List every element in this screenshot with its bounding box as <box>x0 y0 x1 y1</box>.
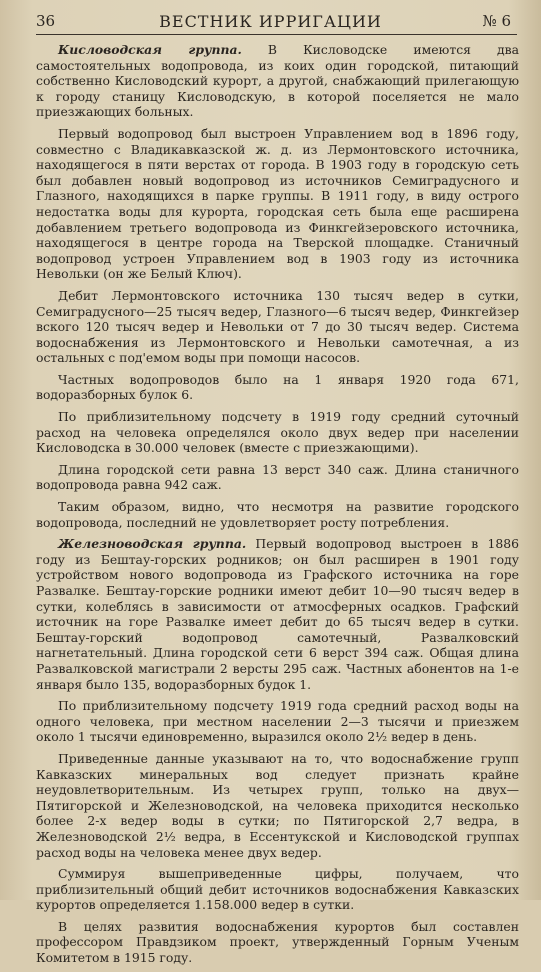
paragraph-text: Частных водопроводов было на 1 января 1920 года 671, водоразборных булок 6. <box>36 371 519 403</box>
paragraph <box>36 126 519 282</box>
issue-number: № 6 <box>482 12 511 30</box>
paragraph <box>36 751 519 860</box>
paragraph <box>36 866 519 913</box>
paragraph-text: По приблизительному подсчету 1919 года средний расход воды на одного человека, при местном населении 2—3 тысячи и приезжем около 1 тысячи единовременно, выразился около 2½ ведер в день. <box>36 698 519 745</box>
header-rule <box>36 34 517 35</box>
paragraph-text: По приблизительному подсчету в 1919 году средний суточный расход на человека определялся около двух ведер при населении Кисловодска в 30.000 человек (вместе с приезжающими). <box>36 409 519 456</box>
page-number: 36 <box>36 12 56 30</box>
page-header <box>0 12 541 36</box>
article-body <box>36 42 519 972</box>
section-heading-zheleznovodsk: Железноводская группа. <box>58 536 247 552</box>
paragraph-text: Первый водопровод был выстроен Управлением вод в 1896 году, совместно с Владикавказской ж. д. из Лермонтовского источника, находящегося в пяти верстах от города. В 1903 году в городскую сеть был добавлен новый водопровод из источников Семиградусного и Глазного, находящихся в парке группы. В 1911 году, в виду острого недостатка воды для курорта, городская сеть была еще расширена добавлением третьего водопровода из Финкгейзеровского источника, находящегося в центре города на Тверской площадке. Станичный водопровод устроен Управлением вод в 1903 году из источника Невольки (он же Белый Ключ). <box>36 125 519 282</box>
paragraph-text: В целях развития водоснабжения курортов был составлен профессором Правдзиком проект, утвержденный Горным Ученым Комитетом в 1915 году. <box>36 918 519 966</box>
paragraph-text: Длина городской сети равна 13 верст 340 саж. Длина станичного водопровода равна 942 саж. <box>36 461 519 493</box>
journal-title: ВЕСТНИК ИРРИГАЦИИ <box>159 12 382 31</box>
paragraph <box>36 536 519 692</box>
paragraph <box>36 409 519 456</box>
paragraph <box>36 919 519 966</box>
paragraph <box>36 288 519 366</box>
paragraph-text: Приведенные данные указывают на то, что водоснабжение групп Кавказских минеральных вод следует признать крайне неудовлетворительным. Из четырех групп, только на двух—Пятигорской и Железноводской, на человека приходится несколько более 2-х ведер воды в сутки; по Пятигорской 2,7 ведра, в Железноводской 2½ ведра, в Ессентукской и Кисловодской группах расход воды на человека менее двух ведер. <box>36 750 519 860</box>
paragraph-text: В Кисловодске имеются два самостоятельных водопровода, из коих один городской, питающий собственно Кисловодский курорт, а другой, снабжающий прилегающую к городу станицу Кисловодскую, в которой поселяется не мало приезжающих больных. <box>36 42 519 120</box>
paragraph-text: Таким образом, видно, что несмотря на развитие городского водопровода, последний не удовлетворяет росту потребления. <box>36 499 519 530</box>
paragraph-text: Дебит Лермонтовского источника 130 тысяч ведер в сутки, Семиградусного—25 тысяч ведер, Глазного—6 тысяч ведер, Финкгейзер вского 120 тысяч ведер и Невольки от 7 до 30 тысяч ведер. Система водоснабжения из Лермонтовского и Невольки самотечная, а из остальных с под'емом воды при помощи насосов. <box>36 287 519 366</box>
paragraph-text: Первый водопровод выстроен в 1886 году из Бештау-горских родников; он был расширен в 1901 году устройством нового водопровода из Графского источника на горе Развалке. Бештау-горские родники имеют дебит 10—90 тысяч ведер в сутки, колеблясь в зависимости от атмосферных осадков. Графский источник на горе Развалке имеет дебит до 65 тысяч ведер в сутки. Бештау-горский водопровод самотечный, Развалковский нагнетательный. Длина городской сети 6 верст 394 саж. Общая длина Развалковской магистрали 2 версты 295 саж. Частных абонентов на 1-е января было 135, водоразборных будок 1. <box>36 536 519 692</box>
paragraph <box>36 698 519 745</box>
paragraph <box>36 42 519 120</box>
paragraph-text: Суммируя вышеприведенные цифры, получаем, что приблизительный общий дебит источников водоснабжения Кавказских курортов определяется 1.158.000 ведер в сутки. <box>36 866 519 913</box>
section-heading-kislovodsk: Кисловодская группа. <box>58 42 242 57</box>
paragraph <box>36 499 519 530</box>
paragraph <box>36 462 519 493</box>
paragraph <box>36 372 519 403</box>
